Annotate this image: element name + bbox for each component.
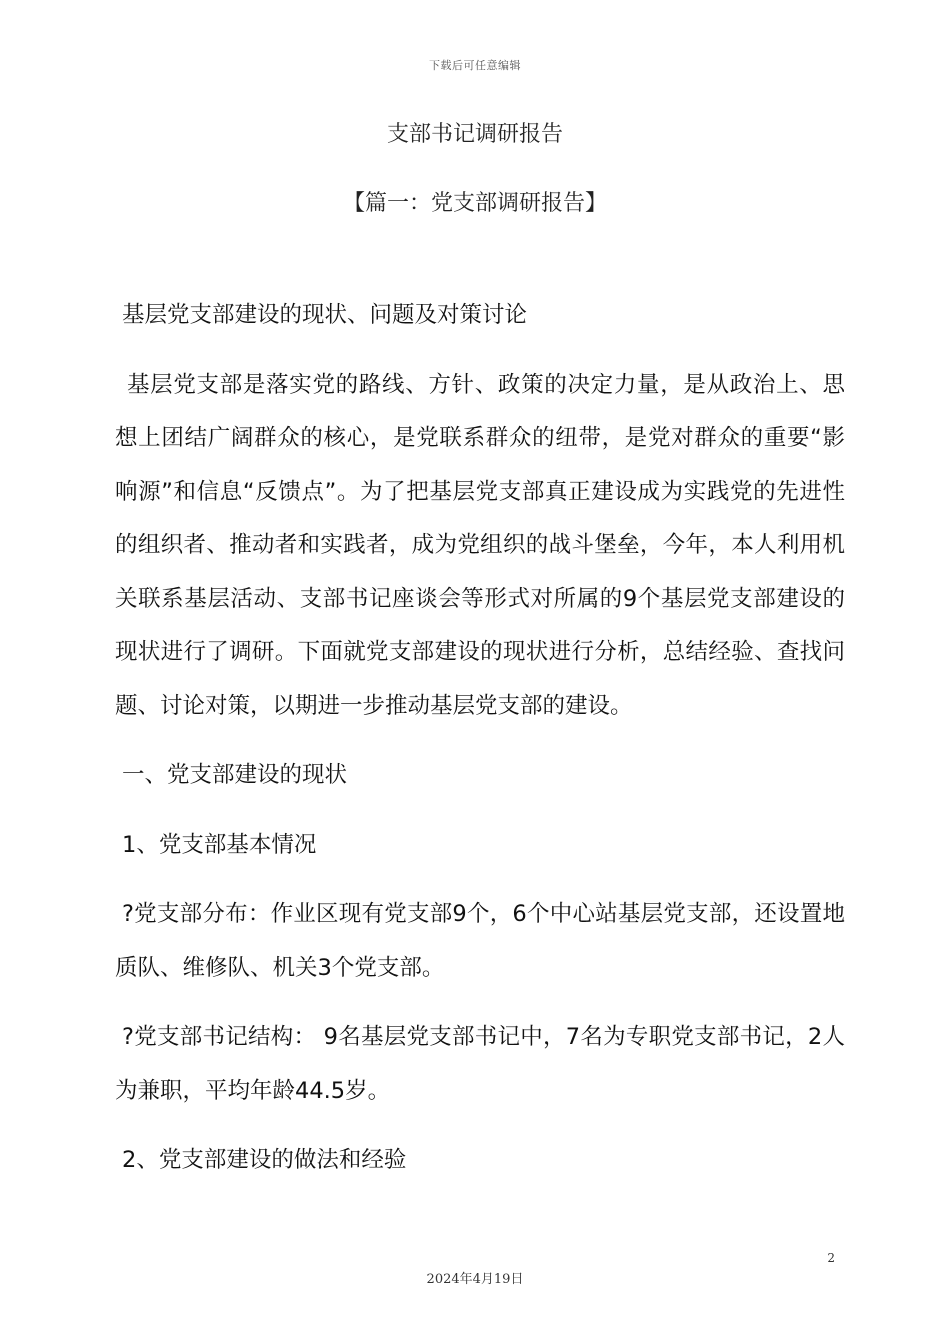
document-title: 支部书记调研报告: [386, 122, 563, 147]
page-number: 2: [827, 1251, 835, 1265]
document-subtitle: 【篇一：党支部调研报告】: [342, 191, 607, 216]
body-paragraph: 基层党支部是落实党的路线、方针、政策的决定力量，是从政治上、思想上团结广阔群众的核心，是党联系群众的纽带，是党对群众的重要“影响源”和信息“反馈点”。为了把基层党支部真正建设成为实践党的先进性的组织者、推动者和实践者，成为党组织的战斗堡垒，今年，本人利用机关联系基层活动、支部书记座谈会等形式对所属的9个基层党支部建设的现状进行了调研。下面就党支部建设的现状进行分析，总结经验、查找问题、讨论对策，以期进一步推动基层党支部的建设。: [115, 371, 845, 719]
section-heading: 基层党支部建设的现状、问题及对策讨论: [122, 302, 528, 328]
body-paragraph: ?党支部分布：作业区现有党支部9个，6个中心站基层党支部，还设置地质队、维修队、机关3个党支部。: [115, 901, 845, 981]
body-paragraph: ?党支部书记结构： 9名基层党支部书记中，7名为专职党支部书记，2人为兼职，平均年龄44.5岁。: [115, 1024, 845, 1104]
document-body: [115, 289, 845, 1204]
footer-date: 2024年4月19日: [426, 1272, 524, 1287]
subsection-heading: 1、党支部基本情况: [122, 831, 317, 858]
subsection-heading: 2、党支部建设的做法和经验: [122, 1147, 407, 1173]
section-heading: 一、党支部建设的现状: [122, 762, 348, 788]
header-note: 下载后可任意编辑: [429, 59, 521, 72]
